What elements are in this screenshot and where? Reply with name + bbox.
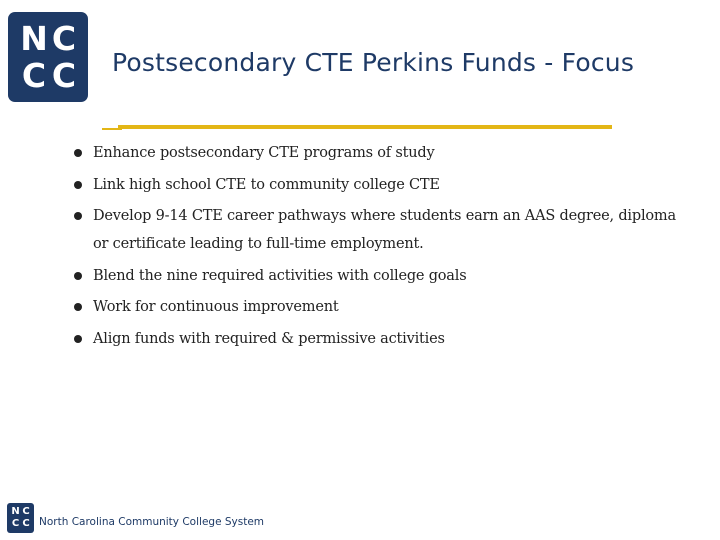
bullet-text: Enhance postsecondary CTE programs of study — [93, 145, 435, 161]
logo-letter: N — [11, 506, 20, 517]
nccc-logo — [8, 12, 88, 102]
bullet-text: Align funds with required & permissive activities — [93, 330, 445, 347]
bullet-dot-icon — [74, 335, 82, 343]
bullet-item — [74, 293, 684, 321]
footer-org-name: North Carolina Community College System — [39, 516, 265, 528]
bullet-dot-icon — [74, 303, 82, 311]
footer-logo — [7, 503, 34, 533]
bullet-item — [74, 139, 684, 167]
bullet-item — [74, 325, 684, 353]
logo-letter: C — [51, 19, 75, 58]
bullet-text: Work for continuous improvement — [93, 299, 339, 315]
slide-title: Postsecondary CTE Perkins Funds - Focus — [112, 48, 635, 77]
bullet-item — [74, 171, 684, 199]
logo-letter: N — [20, 19, 46, 58]
logo-letter: C — [22, 506, 30, 517]
bullet-text: Link high school CTE to community college CTE — [93, 176, 440, 193]
logo-letter: C — [51, 56, 75, 95]
logo-letter: C — [11, 518, 19, 529]
bullet-item — [74, 262, 684, 290]
bullet-dot-icon — [74, 212, 82, 220]
bullet-item — [74, 202, 684, 258]
logo-letter: C — [22, 518, 30, 529]
logo-letter: C — [21, 56, 45, 95]
bullet-dot-icon — [74, 149, 82, 157]
bullet-list — [74, 139, 684, 356]
bullet-text: Develop 9-14 CTE career pathways where students earn an AAS degree, diploma or certificate leading to full-time employment. — [93, 208, 676, 252]
bullet-text: Blend the nine required activities with college goals — [93, 267, 467, 284]
bullet-dot-icon — [74, 181, 82, 189]
title-underline — [118, 125, 612, 129]
bullet-dot-icon — [74, 272, 82, 280]
